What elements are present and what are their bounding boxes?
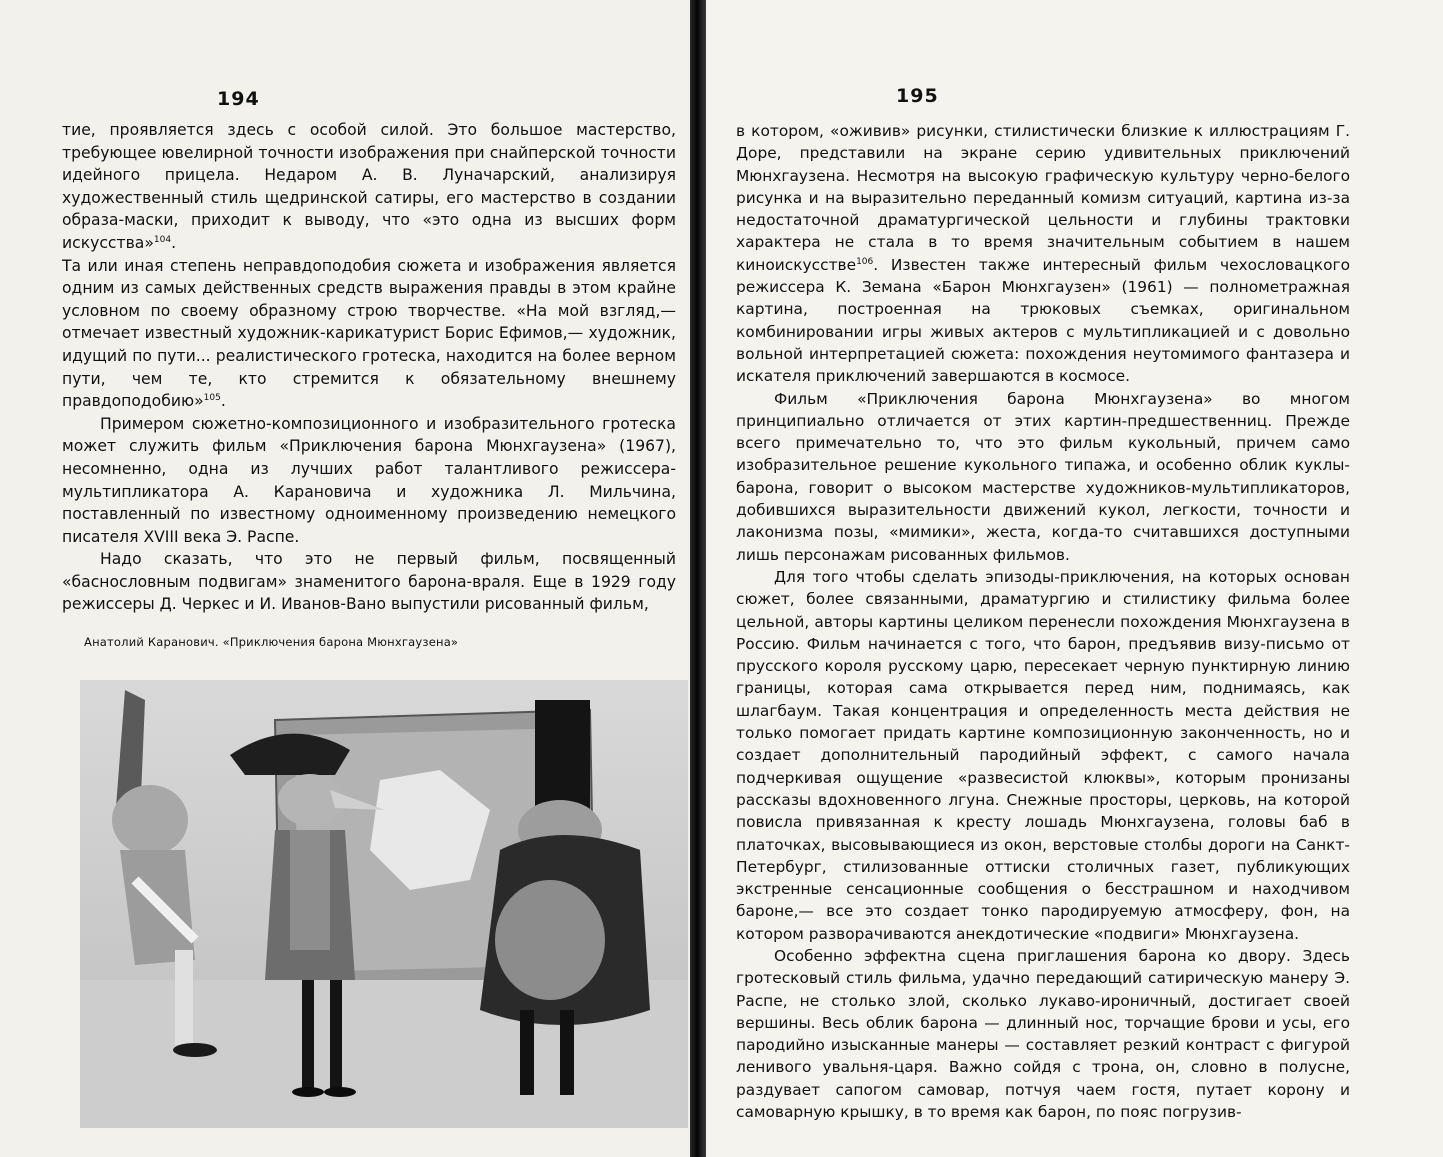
page-number: 194: [217, 88, 260, 110]
paragraph: в котором, «оживив» рисунки, стилистически близкие к иллюстрациям Г. Доре, представили на экране серию удивительных приключений Мюнхгаузена. Несмотря на высокую графическую культуру черно-белого рисунка и на выразительно переданный комизм ситуаций, картина из-за недостаточной драматургической цельности и глубины трактовки характера не стала в то время значительным событием в нашем киноискусстве$^{106}$. Известен также интересный фильм чехословацкого режиссера К. Земана «Барон Мюнхгаузен» (1961) — полнометражная картина, построенная на трюковых съемках, оригинальном комбинировании игры живых актеров с мультипликацией и с довольно вольной интерпретацией сюжета: похождения неутомимого фантазера и искателя приключений завершаются в космосе.: [736, 122, 1350, 386]
right-page: [706, 0, 1443, 1157]
paragraph: Та или иная степень неправдоподобия сюжета и изображения является одним из самых действенных средств выражения правды в этом крайне условном по своему образному строю творчестве. «На мой взгляд,— отмечает известный художник-карикатурист Борис Ефимов,— художник, идущий по пути... реалистического гротеска, находится на более верном пути, чем те, кто стремится к обязательному внешнему правдоподобию»$^{105}$.: [62, 256, 676, 411]
left-page: [0, 0, 690, 1157]
left-body-text: [62, 119, 676, 616]
footnote-ref: 104: [153, 234, 172, 245]
footnote-ref: 105: [203, 392, 221, 403]
footnote-ref: 106: [856, 256, 874, 267]
paragraph: Примером сюжетно-композиционного и изобразительного гротеска может служить фильм «Приключения барона Мюнхгаузена» (1967), несомненно, одна из лучших работ талантливого режиссера-мультипликатора А. Карановича и художника Л. Мильчина, поставленный по известному одноименному произведению немецкого писателя XVIII века Э. Распе.: [62, 414, 676, 546]
film-still-photo: [80, 680, 688, 1128]
right-body-text: [736, 120, 1350, 1123]
page-number: 195: [896, 85, 939, 107]
photo-caption: Анатолий Каранович. «Приключения барона Мюнхгаузена»: [84, 635, 459, 649]
paragraph: Особенно эффектна сцена приглашения барона ко двору. Здесь гротесковый стиль фильма, удачно передающий сатирическую манеру Э. Распе, не столько злой, сколько лукаво-ироничный, достигает своей вершины. Весь облик барона — длинный нос, торчащие брови и усы, его пародийно изысканные манеры — составляет резкий контраст с фигурой ленивого увальня-царя. Важно сойдя с трона, он, словно в полусне, раздувает сапогом самовар, потчуя чаем гостя, путает корону и самоварную крышку, в то время как барон, по пояс погрузив-: [736, 946, 1350, 1122]
paragraph: Фильм «Приключения барона Мюнхгаузена» во многом принципиально отличается от этих картин-предшественниц. Прежде всего примечательно то, что это фильм кукольный, причем само изобразительное решение кукольного типажа, и особенно облик куклы-барона, говорит о высоком мастерстве художников-мультипликаторов, добившихся выразительности движений кукол, легкости, точности и лаконизма позы, «мимики», жеста, когда-то считавшихся доступными лишь персонажам рисованных фильмов.: [736, 389, 1350, 564]
book-gutter: [690, 0, 706, 1157]
paragraph: Надо сказать, что это не первый фильм, посвященный «баснословным подвигам» знаменитого барона-враля. Еще в 1929 году режиссеры Д. Черкес и И. Иванов-Вано выпустили рисованный фильм,: [62, 550, 676, 614]
paragraph: Для того чтобы сделать эпизоды-приключения, на которых основан сюжет, более связанными, драматургию и стилистику фильма более цельной, авторы картины целиком перенесли похождения Мюнхгаузена в Россию. Фильм начинается с того, что барон, предъявив визу-письмо от прусского короля русскому царю, пересекает черную пунктирную линию границы, которая сама открывается перед ним, поднимаясь, как шлагбаум. Такая концентрация и определенность места действия не только помогает придать картине композиционную законченность, но и создает дополнительный пародийный эффект, с самого начала подчеркивая ощущение «развесистой клюквы», которым пронизаны рассказы вдохновенного лгуна. Снежные просторы, церковь, на которой повисла привязанная к кресту лошадь Мюнхгаузена, головы баб в платочках, высовывающиеся из окон, верстовые столбы дороги на Санкт-Петербург, стилизованные оттиски столичных газет, публикующих экстренные сенсационные сообщения о бесстрашном и находчивом бароне,— все это создает тонко пародируемую атмосферу, фон, на котором разворачиваются анекдотические «подвиги» Мюнхгаузена.: [736, 567, 1350, 943]
paragraph: тие, проявляется здесь с особой силой. Это большое мастерство, требующее ювелирной точности изображения при снайперской точности идейного прицела. Недаром А. В. Луначарский, анализируя художественный стиль щедринской сатиры, его мастерство в создании образа-маски, приходит к выводу, что «это одна из высших форм искусства»$^{104}$.: [62, 121, 676, 252]
